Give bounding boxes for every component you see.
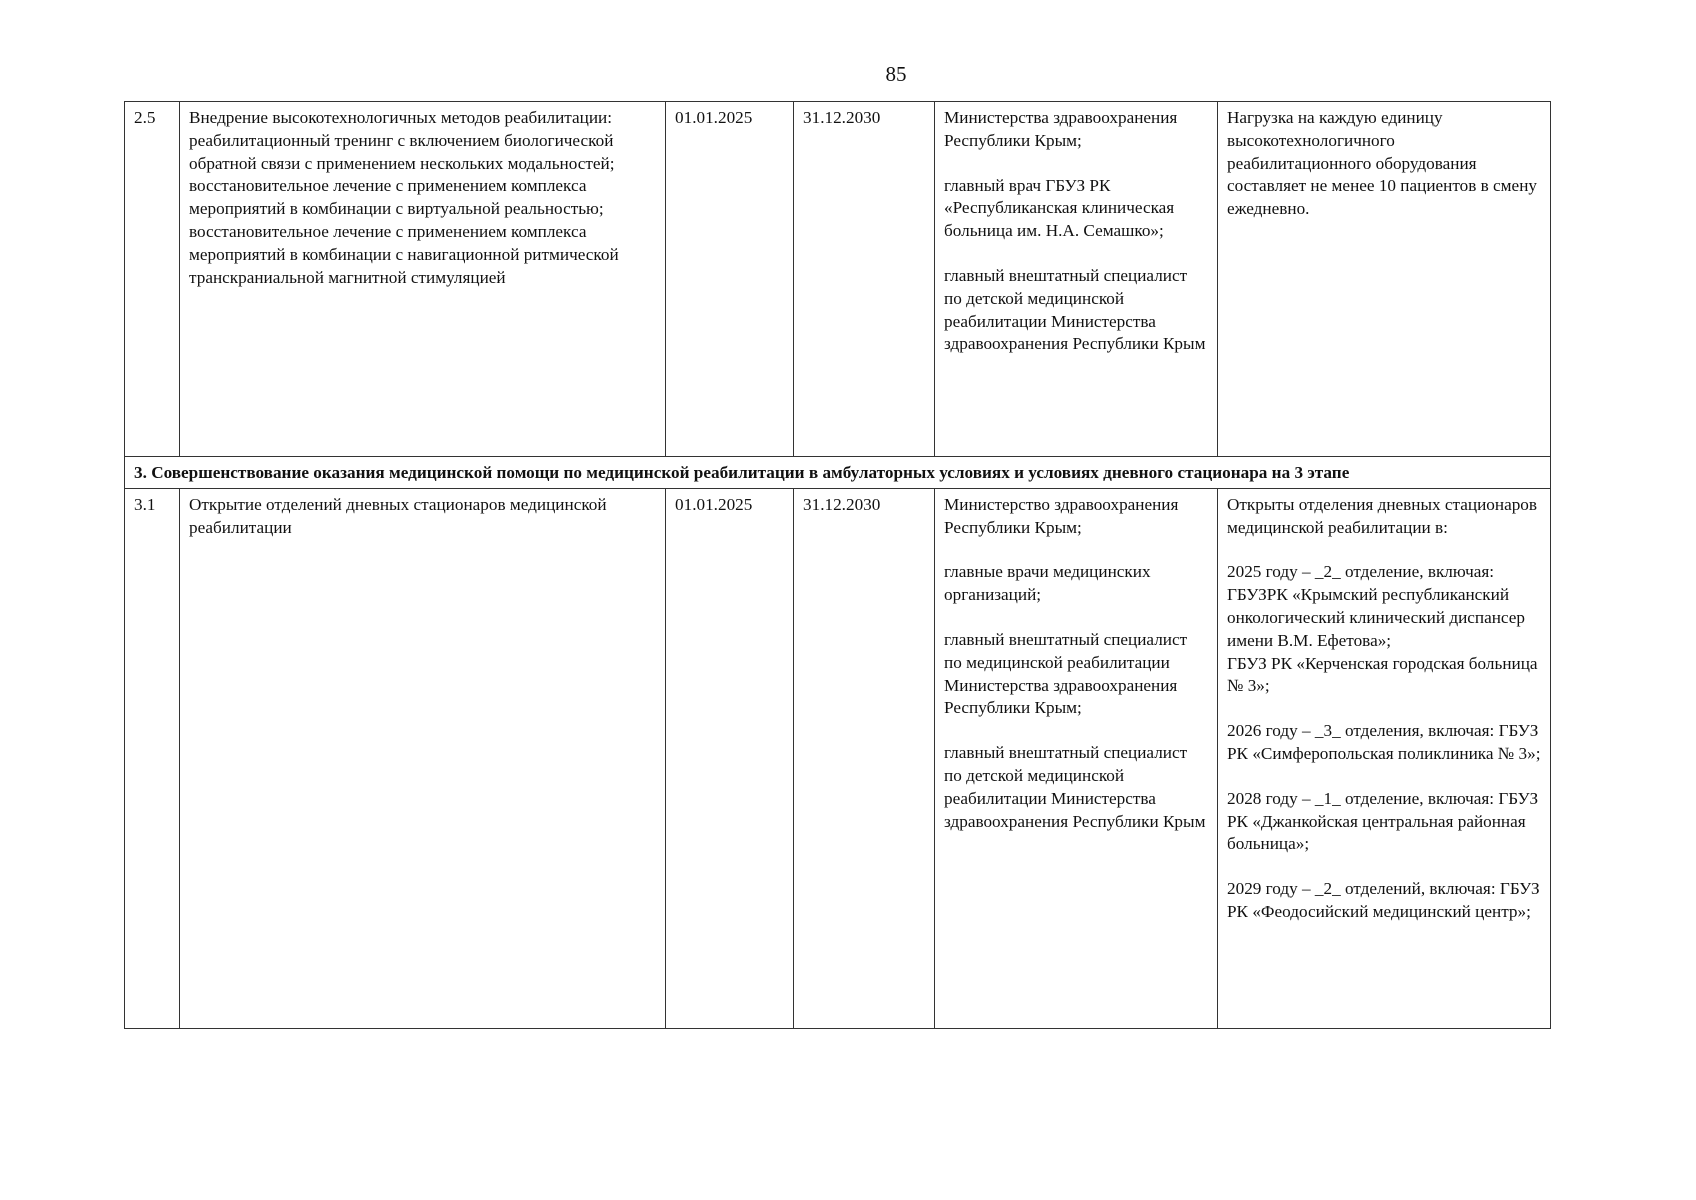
result-year-2025: 2025 году – _2_ отделение, включая: ГБУЗРК «Крымский республиканский онкологический клинический диспансер имени В.М. Ефетова»; [1227, 562, 1525, 650]
result-year-2029: 2029 году – _2_ отделений, включая: ГБУЗ РК «Феодосийский медицинский центр»; [1227, 879, 1540, 921]
result-cell [1218, 488, 1551, 1028]
responsible-item: Министерства здравоохранения Республики Крым; [944, 108, 1178, 150]
task-description: Открытие отделений дневных стационаров медицинской реабилитации [180, 488, 666, 1028]
result-year-2025-extra: ГБУЗ РК «Керченская городская больница № 3»; [1227, 653, 1538, 696]
result-intro: Открыты отделения дневных стационаров медицинской реабилитации в: [1227, 494, 1538, 537]
table-row [125, 102, 1551, 457]
row-number: 3.1 [125, 488, 180, 1028]
start-date: 01.01.2025 [666, 102, 794, 457]
responsible-item: главный врач ГБУЗ РК «Республиканская клиническая больница им. Н.А. Семашко»; [944, 175, 1175, 241]
end-date: 31.12.2030 [794, 488, 935, 1028]
start-date: 01.01.2025 [666, 488, 794, 1028]
result-year-2026: 2026 году – _3_ отделения, включая: ГБУЗ РК «Симферопольская поликлиника № 3»; [1227, 721, 1541, 763]
responsible-cell [935, 102, 1218, 457]
row-number: 2.5 [125, 102, 180, 457]
end-date: 31.12.2030 [794, 102, 935, 457]
task-description: Внедрение высокотехнологичных методов реабилитации: реабилитационный тренинг с включением биологической обратной связи с применением нескольких модальностей; восстановительное лечение с применением комплекса мероприятий в комбинации с виртуальной реальностью; восстановительное лечение с применением комплекса мероприятий в комбинации с навигационной ритмической транскраниальной магнитной стимуляцией [180, 102, 666, 457]
result-cell [1218, 102, 1551, 457]
page-number: 85 [885, 62, 907, 86]
section-title: 3. Совершенствование оказания медицинской помощи по медицинской реабилитации в амбулаторных условиях и условиях дневного стационара на 3 этапе [125, 457, 1551, 489]
responsible-item: главный внештатный специалист по детской медицинской реабилитации Министерства здравоохранения Республики Крым [944, 743, 1206, 831]
responsible-cell [935, 488, 1218, 1028]
responsible-item: главные врачи медицинских организаций; [944, 562, 1151, 605]
responsible-item: Министерство здравоохранения Республики Крым; [944, 494, 1179, 537]
activities-table [124, 101, 1551, 1029]
result-year-2028: 2028 году – _1_ отделение, включая: ГБУЗ РК «Джанкойская центральная районная больница»; [1227, 788, 1539, 854]
responsible-item: главный внештатный специалист по медицинской реабилитации Министерства здравоохранения Республики Крым; [944, 629, 1188, 718]
responsible-item: главный внештатный специалист по детской медицинской реабилитации Министерства здравоохранения Республики Крым [944, 265, 1206, 354]
table-row [125, 488, 1551, 1028]
result-text: Нагрузка на каждую единицу высокотехнологичного реабилитационного оборудования составляет не менее 10 пациентов в смену ежедневно. [1227, 108, 1537, 219]
section-heading-row [125, 457, 1551, 489]
